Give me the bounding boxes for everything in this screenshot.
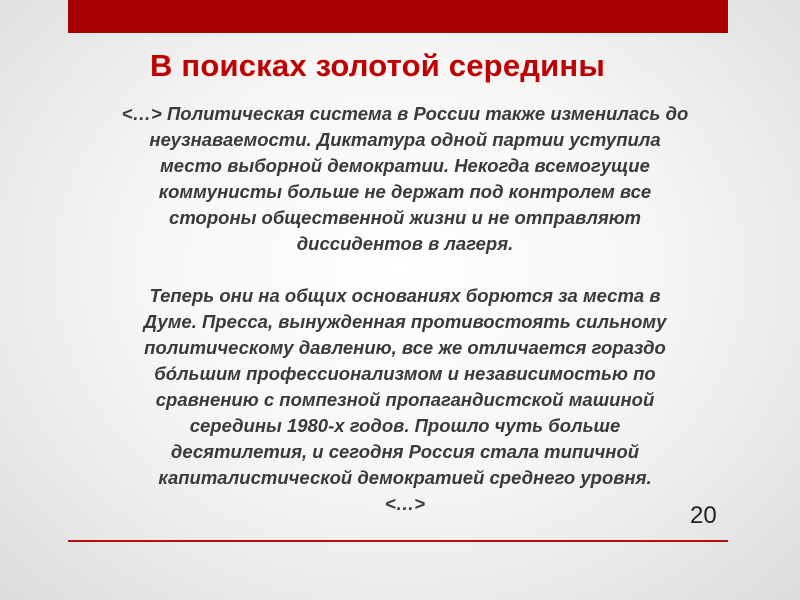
paragraph-2-line: сравнению с помпезной пропагандистской машиной <box>155 389 655 410</box>
slide-title: В поисках золотой середины <box>150 48 605 83</box>
bottom-divider <box>68 540 728 542</box>
paragraph-2-line: середины 1980-х годов. Прошло чуть больше <box>189 415 621 436</box>
paragraph-1-line: <…> Политическая система в России также изменилась до <box>121 103 689 124</box>
paragraph-2-line: Теперь они на общих основаниях борются за места в <box>149 285 661 306</box>
paragraph-2-line: капиталистической демократией среднего уровня. <box>158 467 652 488</box>
paragraph-1-line: неузнаваемости. Диктатура одной партии уступила <box>149 129 661 150</box>
paragraph-2-line: десятилетия, и сегодня Россия стала типичной <box>170 441 640 462</box>
paragraph-2-line: бóльшим профессионализмом и независимостью по <box>154 363 656 384</box>
paragraph-1-line: место выборной демократии. Некогда всемогущие <box>160 155 650 176</box>
top-accent-bar <box>68 0 728 33</box>
paragraph-1-line: стороны общественной жизни и не отправляют <box>169 207 641 228</box>
paragraph-2-line: Думе. Пресса, вынужденная противостоять сильному <box>143 311 667 332</box>
page-number: 20 <box>690 502 717 529</box>
closing-ellipsis: <…> <box>384 493 426 514</box>
paragraph-1-line: диссидентов в лагеря. <box>296 233 514 254</box>
paragraph-1-line: коммунисты больше не держат под контролем все <box>158 181 652 202</box>
paragraph-2-line: политическому давлению, все же отличается гораздо <box>144 337 666 358</box>
slide-body <box>60 101 750 517</box>
paragraph-gap <box>60 257 750 283</box>
